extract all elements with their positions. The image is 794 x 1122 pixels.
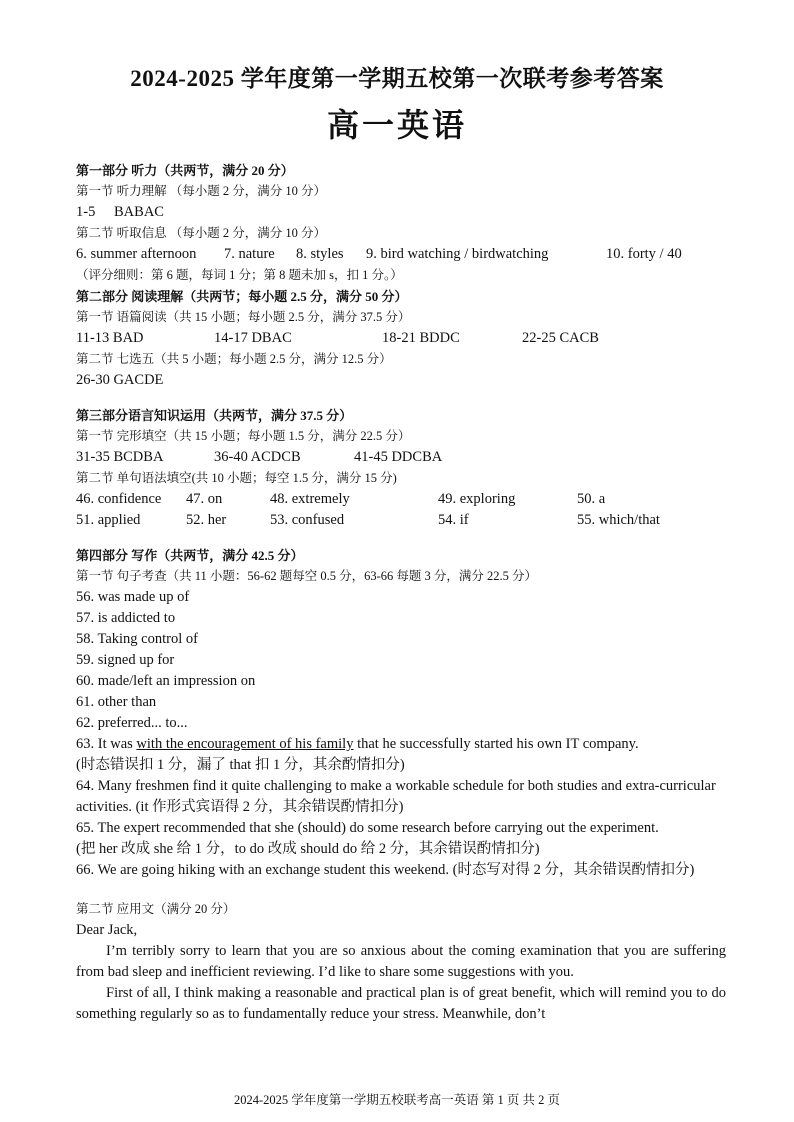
part3-sec1-answers [76, 447, 726, 468]
answer-item: 18-21 BDDC [382, 330, 460, 346]
answer-item: 52. her [186, 512, 227, 528]
answer-letters: BABAC [114, 204, 164, 220]
part4-heading: 第四部分 写作（共两节，满分 42.5 分） [76, 548, 304, 563]
part2-sec2-heading: 第二节 七选五（共 5 小题；每小题 2.5 分，满分 12.5 分） [76, 352, 392, 366]
answer-63-underlined: with the encouragement of his family [136, 736, 354, 752]
part2-heading: 第二部分 阅读理解（共两节；每小题 2.5 分，满分 50 分） [76, 289, 408, 304]
answer-item: 7. nature [224, 246, 275, 262]
answer-content [76, 160, 726, 1025]
answer-item: 11-13 BAD [76, 330, 144, 346]
answer-range: 1-5 [76, 204, 96, 220]
answer-item: 36-40 ACDCB [214, 449, 301, 465]
answer-item: 55. which/that [577, 512, 660, 528]
answer-63-end: that he successfully started his own IT company. [353, 736, 639, 752]
answer-63 [76, 734, 726, 755]
answer-64: 64. Many freshmen find it quite challenging to make a workable schedule for both studies and extra-curricular activities. (it 作形式宾语得 2 分，其余错误酌情扣分) [76, 778, 716, 815]
answer-63-note: (时态错误扣 1 分，漏了 that 扣 1 分，其余酌情扣分) [76, 757, 405, 773]
answer-item: 22-25 CACB [522, 330, 599, 346]
answer-63-start: 63. It was [76, 736, 137, 752]
answer-item: 41-45 DDCBA [354, 449, 443, 465]
part1-sec2-heading: 第二节 听取信息 （每小题 2 分，满分 10 分） [76, 226, 327, 240]
answer-item: 9. bird watching / birdwatching [366, 246, 549, 262]
part2-sec1-heading: 第一节 语篇阅读（共 15 小题；每小题 2.5 分，满分 37.5 分） [76, 310, 411, 324]
part3-heading: 第三部分语言知识运用（共两节，满分 37.5 分） [76, 408, 353, 423]
part4-sec2-heading: 第二节 应用文（满分 20 分） [76, 902, 236, 916]
grammar-answers-row-1 [76, 489, 726, 510]
part1-sec1-heading: 第一节 听力理解 （每小题 2 分，满分 10 分） [76, 184, 327, 198]
answer-item: 49. exploring [438, 491, 516, 507]
part1-sec2-answers [76, 244, 726, 265]
subject-title: 高一英语 [326, 107, 467, 143]
answer-59: 59. signed up for [76, 652, 175, 668]
answer-item: 6. summer afternoon [76, 246, 197, 262]
answer-item: 50. a [577, 491, 606, 507]
part2-sec1-answers [76, 328, 726, 349]
answer-item: 53. confused [270, 512, 345, 528]
letter-paragraph-2: First of all, I think making a reasonable and practical plan is of great benefit, which will remind you to do something regularly so as to fundamentally reduce your stress. Meanwhile, don’t [76, 985, 726, 1022]
part4-sec1-heading: 第一节 句子考查（共 11 小题：56-62 题每空 0.5 分，63-66 每题 3 分，满分 22.5 分） [76, 569, 537, 583]
answer-65-note: (把 her 改成 she 给 1 分，to do 改成 should do 给 2 分，其余错误酌情扣分) [76, 841, 540, 857]
page-footer: 2024-2025 学年度第一学期五校联考高一英语 第 1 页 共 2 页 [233, 1093, 561, 1107]
answer-item: 47. on [186, 491, 223, 507]
grammar-answers-row-2 [76, 510, 726, 531]
answer-61: 61. other than [76, 694, 157, 710]
part2-sec2-answers: 26-30 GACDE [76, 372, 164, 388]
answer-57: 57. is addicted to [76, 610, 176, 626]
answer-item: 54. if [438, 512, 469, 528]
answer-62: 62. preferred... to... [76, 715, 188, 731]
answer-item: 48. extremely [270, 491, 350, 507]
answer-item: 14-17 DBAC [214, 330, 292, 346]
answer-58: 58. Taking control of [76, 631, 198, 647]
part1-sec1-answers [76, 202, 726, 223]
answer-item: 51. applied [76, 512, 141, 528]
answer-item: 46. confidence [76, 491, 162, 507]
answer-65: 65. The expert recommended that she (should) do some research before carrying out the experiment. [76, 820, 659, 836]
part3-sec2-heading: 第二节 单句语法填空(共 10 小题；每空 1.5 分，满分 15 分) [76, 471, 397, 485]
answer-item: 31-35 BCDBA [76, 449, 164, 465]
part1-heading: 第一部分 听力（共两节，满分 20 分） [76, 163, 294, 178]
letter-paragraph-1: I’m terribly sorry to learn that you are so anxious about the coming examination that you are suffering from bad sleep and inefficient reviewing. I’d like to share some suggestions with you. [76, 943, 726, 980]
letter-greeting: Dear Jack, [76, 922, 138, 938]
answer-60: 60. made/left an impression on [76, 673, 256, 689]
answer-item: 10. forty / 40 [606, 246, 682, 262]
part3-sec1-heading: 第一节 完形填空（共 15 小题；每小题 1.5 分，满分 22.5 分） [76, 429, 411, 443]
page-title: 2024-2025 学年度第一学期五校第一次联考参考答案 [130, 66, 664, 91]
answer-56: 56. was made up of [76, 589, 190, 605]
answer-66: 66. We are going hiking with an exchange student this weekend. (时态写对得 2 分，其余错误酌情扣分) [76, 862, 695, 878]
answer-item: 8. styles [296, 246, 344, 262]
scoring-note: （评分细则：第 6 题，每词 1 分；第 8 题未加 s，扣 1 分。） [76, 268, 403, 282]
